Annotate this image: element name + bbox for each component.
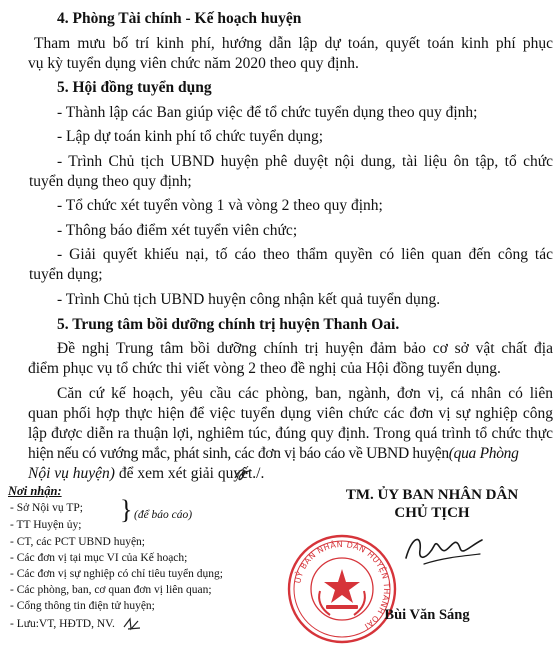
recipient-item-8: - Lưu:VT, HĐTD, NV. — [10, 618, 115, 630]
council-item-5: - Thông báo điểm xét tuyển viên chức; — [57, 222, 298, 239]
section-training-heading: 5. Trung tâm bồi dưỡng chính trị huyện Thanh Oai. — [57, 316, 400, 333]
closing-line-4-italic: (qua Phòng — [448, 445, 519, 462]
council-item-3-line-1: - Trình Chủ tịch UBND huyện phê duyệt nội dung, tài liệu ôn tập, tổ chức — [57, 153, 553, 170]
council-item-6-line-1: - Giải quyết khiếu nại, tố cáo theo thẩm quyền có liên quan đến công tác — [57, 246, 553, 263]
training-line-1: Đề nghị Trung tâm bồi dưỡng chính trị huyện đảm bảo cơ sở vật chất địa — [57, 340, 553, 357]
section-5-heading: 5. Hội đồng tuyển dụng — [57, 79, 212, 96]
recipient-item-1: - Sở Nội vụ TP; — [10, 502, 83, 514]
signer-name: Bùi Văn Sáng — [384, 607, 470, 623]
section-4-line-1: Tham mưu bố trí kinh phí, hướng dẫn lập dự toán, quyết toán kinh phí phục — [34, 35, 553, 52]
initial-mark-storage — [122, 615, 144, 633]
closing-line-5-text: để xem xét giải quyết./. — [114, 465, 265, 482]
council-item-2: - Lập dự toán kinh phí tổ chức tuyển dụng; — [57, 128, 324, 145]
training-line-2: điểm phục vụ tổ chức thi viết vòng 2 theo đề nghị của Hội đồng tuyển dụng. — [28, 360, 501, 377]
recipient-item-6: - Các phòng, ban, cơ quan đơn vị liên quan; — [10, 584, 212, 596]
position-title: CHỦ TỊCH — [394, 505, 470, 521]
closing-line-2: quan phối hợp thực hiện để việc tuyển dụng viên chức các đơn vị sự nghiệp công — [28, 405, 553, 422]
section-4-heading: 4. Phòng Tài chính - Kế hoạch huyện — [57, 10, 302, 27]
closing-line-4 — [28, 445, 553, 463]
recipients-report-note: (để báo cáo) — [134, 509, 193, 521]
closing-line-4-text: hiện nếu có vướng mắc, phát sinh, các đơn vị báo cáo về UBND huyện — [28, 445, 449, 462]
on-behalf-title: TM. ỦY BAN NHÂN DÂN — [345, 487, 519, 503]
recipients-brace: } — [120, 494, 133, 525]
closing-line-1: Căn cứ kế hoạch, yêu cầu các phòng, ban, ngành, đơn vị, cá nhân có liên — [57, 385, 553, 402]
council-item-7: - Trình Chủ tịch UBND huyện công nhận kết quả tuyển dụng. — [57, 291, 441, 308]
recipient-item-7: - Cổng thông tin điện tử huyện; — [10, 600, 155, 612]
recipient-item-5: - Các đơn vị sự nghiệp có chỉ tiêu tuyển dụng; — [10, 568, 223, 580]
council-item-4: - Tổ chức xét tuyển vòng 1 và vòng 2 theo quy định; — [57, 197, 383, 214]
recipients-title: Nơi nhận: — [8, 484, 62, 498]
official-seal — [286, 533, 398, 645]
recipient-item-3: - CT, các PCT UBND huyện; — [10, 536, 146, 548]
section-4-line-2: vụ kỳ tuyển dụng viên chức năm 2020 theo quy định. — [28, 55, 359, 72]
initial-mark-closing — [232, 464, 254, 484]
recipient-item-2: - TT Huyện ủy; — [10, 519, 82, 531]
closing-line-5 — [28, 465, 264, 483]
council-item-3-line-2: tuyển dụng theo quy định; — [29, 173, 192, 190]
council-item-6-line-2: tuyển dụng; — [29, 266, 103, 283]
recipient-item-4: - Các đơn vị tại mục VI của Kế hoạch; — [10, 552, 188, 564]
closing-line-5-italic: Nội vụ huyện) — [28, 465, 115, 482]
council-item-1: - Thành lập các Ban giúp việc để tổ chức tuyển dụng theo quy định; — [57, 104, 478, 121]
svg-text:UỶ BAN NHÂN DÂN HUYỆN THANH OA: UỶ BAN NHÂN DÂN HUYỆN THANH OAI — [293, 539, 392, 631]
closing-line-3: lập được diễn ra thuận lợi, nghiêm túc, đúng quy định. Trong quá trình tổ chức thực — [28, 425, 553, 442]
handwritten-signature — [402, 528, 486, 574]
